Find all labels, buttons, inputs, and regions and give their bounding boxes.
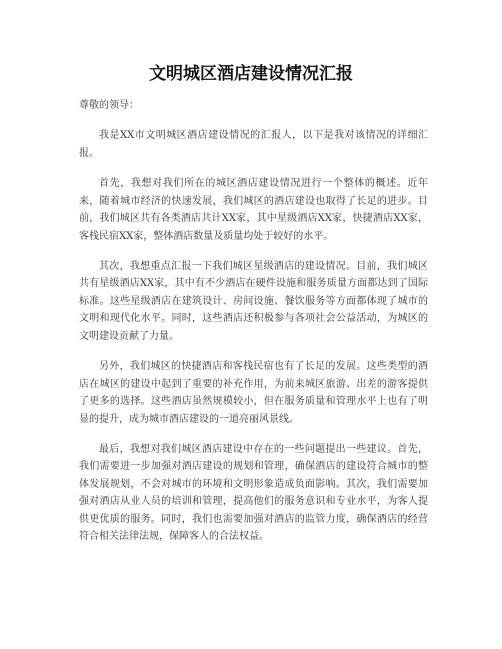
document-body [79, 97, 428, 559]
salutation: 尊敬的领导： [79, 100, 139, 111]
document-title: 文明城区酒店建设情况汇报 [149, 64, 353, 84]
paragraph-budget-hotels: 另外，我们城区的快捷酒店和客栈民宿也有了长足的发展。这些类型的酒店在城区的建设中起到了重要的补充作用，为前来城区旅游、出差的游客提供了更多的选择。这些酒店虽然规模较小，但在服务质量和管理水平上也有了明显的提升，成为城市酒店建设的一道亮丽风景线。 [79, 361, 428, 425]
paragraph-star-hotels: 其次，我想重点汇报一下我们城区星级酒店的建设情况。目前，我们城区共有星级酒店XX家，其中有不少酒店在硬件设施和服务质量方面都达到了国际标准。这些星级酒店在建筑设计、房间设施、餐饮服务等方面都体现了城市的文明和现代化水平。同时，这些酒店还积极参与各项社会公益活动，为城区的文明建设贡献了力量。 [79, 260, 428, 342]
paragraph-intro: 我是XX市文明城区酒店建设情况的汇报人，以下是我对该情况的详细汇报。 [79, 130, 428, 159]
paragraph-suggestions: 最后，我想对我们城区酒店建设中存在的一些问题提出一些建议。首先，我们需要进一步加强对酒店建设的规划和管理，确保酒店的建设符合城市的整体发展规划，不会对城市的环境和文明形象造成负面影响。其次，我们需要加强对酒店从业人员的培训和管理，提高他们的服务意识和专业水平，为客人提供更优质的服务。同时，我们也需要加强对酒店的监管力度，确保酒店的经营符合相关法律法规，保障客人的合法权益。 [79, 443, 428, 543]
paragraph-overview: 首先，我想对我们所在的城区酒店建设情况进行一个整体的概述。近年来，随着城市经济的快速发展，我们城区的酒店建设也取得了长足的进步。目前，我们城区共有各类酒店共计XX家，其中星级酒店XX家，快捷酒店XX家，客栈民宿XX家，整体酒店数量及质量均处于较好的水平。 [79, 178, 428, 242]
